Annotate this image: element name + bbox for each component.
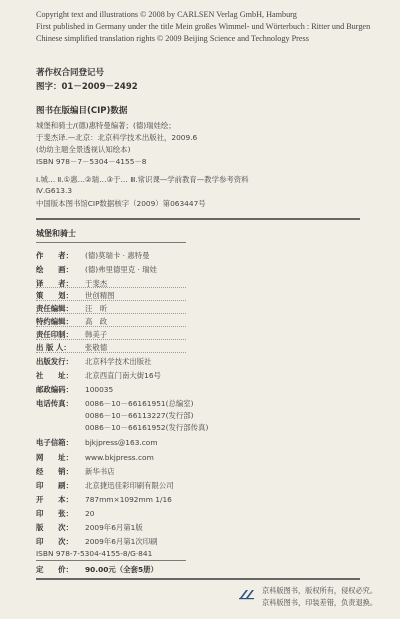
credit-label: 印 次： bbox=[36, 537, 73, 546]
credit-row-printer bbox=[36, 480, 174, 491]
return-notice: 京科版图书，印装差错，负责退换。 bbox=[262, 598, 378, 607]
credit-row-website bbox=[36, 452, 154, 463]
credit-value: 2009年6月第1版 bbox=[85, 523, 143, 532]
registration-heading: 著作权合同登记号 bbox=[36, 68, 105, 78]
credit-value: 20 bbox=[85, 509, 95, 518]
dotted-divider bbox=[36, 287, 186, 288]
credit-value: 汪 昕 bbox=[85, 304, 108, 313]
credit-value: 0086－10－66113227(发行部) bbox=[85, 411, 194, 420]
credit-label: 电子信箱： bbox=[36, 438, 73, 447]
credit-value: (德)弗里德里克 · 瑞娃 bbox=[85, 265, 157, 274]
credit-label: 印 刷： bbox=[36, 481, 73, 490]
cip-line-3: (幼幼主题全景透视认知绘本) bbox=[36, 145, 131, 154]
credit-value: (德)莫瑞卡 · 惠特曼 bbox=[85, 251, 150, 260]
credit-row-phone-2 bbox=[36, 410, 194, 421]
credit-label: 社 址： bbox=[36, 371, 73, 380]
credit-label: 版 次： bbox=[36, 523, 73, 532]
cip-line-5: Ⅰ.城… Ⅱ.①惠…②瑞…③于… Ⅲ.常识课—学前教育—教学参考资料 bbox=[36, 175, 249, 184]
isbn-line: ISBN 978-7-5304-4155-8/G·841 bbox=[36, 549, 153, 558]
credit-label: 责任印制： bbox=[36, 330, 73, 339]
cip-divider bbox=[36, 218, 360, 220]
credit-row-format bbox=[36, 494, 172, 505]
copyright-notice: 京科版图书，版权所有，侵权必究。 bbox=[262, 586, 378, 595]
registration-number: 图字：01－2009－2492 bbox=[36, 82, 138, 92]
credit-value: 于斐杰 bbox=[85, 279, 108, 288]
credit-label: 绘 画： bbox=[36, 265, 73, 274]
bottom-divider bbox=[36, 578, 360, 580]
cip-line-2: 于斐杰译.—北京：北京科学技术出版社，2009.6 bbox=[36, 133, 198, 142]
book-title: 城堡和骑士 bbox=[36, 229, 76, 238]
credit-row-email bbox=[36, 437, 158, 448]
credit-row-phone-3 bbox=[36, 422, 208, 433]
cip-line-4: ISBN 978－7－5304－4155－8 bbox=[36, 157, 147, 166]
credit-label: 出 版 人： bbox=[36, 343, 71, 352]
credit-row-postcode bbox=[36, 384, 113, 395]
price-row bbox=[36, 564, 158, 575]
isbn-rule bbox=[36, 560, 186, 561]
credit-label: 邮政编码： bbox=[36, 385, 73, 394]
credit-label: 译 者： bbox=[36, 279, 73, 288]
credit-label: 特约编辑： bbox=[36, 317, 73, 326]
credit-value: 100035 bbox=[85, 385, 114, 394]
copyright-line-3: Chinese simplified translation rights © 2009 Beijing Science and Technology Press bbox=[36, 34, 309, 43]
credit-value: bjkjpress@163.com bbox=[85, 438, 158, 447]
publisher-logo-icon bbox=[238, 588, 256, 600]
credit-value: 新华书店 bbox=[85, 467, 115, 476]
credit-value: 韩美子 bbox=[85, 330, 108, 339]
dotted-divider bbox=[36, 352, 186, 353]
cip-line-6: Ⅳ.G613.3 bbox=[36, 186, 73, 195]
copyright-line-1: Copyright text and illustrations © 2008 by CARLSEN Verlag GmbH, Hamburg bbox=[36, 10, 297, 19]
credit-label: 印 张： bbox=[36, 509, 73, 518]
price-value: 90.00元（全套5册） bbox=[85, 565, 158, 574]
copyright-line-2: First published in Germany under the title Mein großes Wimmel- und Wörterbuch : Ritter und Burgen bbox=[36, 22, 371, 31]
dotted-divider bbox=[36, 300, 186, 301]
credit-value: www.bkjpress.com bbox=[85, 453, 154, 462]
credit-label: 作 者： bbox=[36, 251, 73, 260]
credit-row-distributor bbox=[36, 466, 115, 477]
credit-label: 开 本： bbox=[36, 495, 73, 504]
credit-row-illustrator bbox=[36, 264, 157, 275]
credit-label: 电话传真： bbox=[36, 399, 73, 408]
credit-row-distribution bbox=[36, 356, 152, 367]
credit-row-address bbox=[36, 370, 161, 381]
credit-value: 北京捷迅佳彩印刷有限公司 bbox=[85, 481, 174, 490]
credit-value: 北京西直门南大街16号 bbox=[85, 371, 161, 380]
credit-label: 责任编辑： bbox=[36, 304, 73, 313]
cip-line-1: 城堡和骑士/(德)惠特曼编著；(德)瑞娃绘； bbox=[36, 121, 176, 130]
dotted-divider bbox=[36, 326, 186, 327]
credit-value: 世创精图 bbox=[85, 291, 115, 300]
credit-row-edition bbox=[36, 522, 143, 533]
credit-value: 高 政 bbox=[85, 317, 108, 326]
credit-row-printing bbox=[36, 536, 158, 547]
dotted-divider bbox=[36, 339, 186, 340]
dotted-divider bbox=[36, 313, 186, 314]
credit-value: 北京科学技术出版社 bbox=[85, 357, 152, 366]
title-rule bbox=[36, 242, 186, 243]
credit-label: 出版发行： bbox=[36, 357, 73, 366]
credit-value: 2009年6月第1次印刷 bbox=[85, 537, 158, 546]
credit-label: 策 划： bbox=[36, 291, 73, 300]
credit-value: 张敬德 bbox=[85, 343, 108, 352]
credit-value: 787mm×1092mm 1/16 bbox=[85, 495, 172, 504]
credit-row-sheets bbox=[36, 508, 94, 519]
credit-label: 网 址： bbox=[36, 453, 73, 462]
credit-label: 经 销： bbox=[36, 467, 73, 476]
credit-value: 0086－10－66161951(总编室) bbox=[85, 399, 194, 408]
credit-row-phone bbox=[36, 398, 194, 409]
cip-line-7: 中国版本图书馆CIP数据核字（2009）第063447号 bbox=[36, 199, 206, 208]
cip-heading: 图书在版编目(CIP)数据 bbox=[36, 106, 128, 116]
credit-row-author bbox=[36, 250, 150, 261]
credit-value: 0086－10－66161952(发行部传真) bbox=[85, 423, 209, 432]
price-label: 定 价： bbox=[36, 565, 73, 574]
